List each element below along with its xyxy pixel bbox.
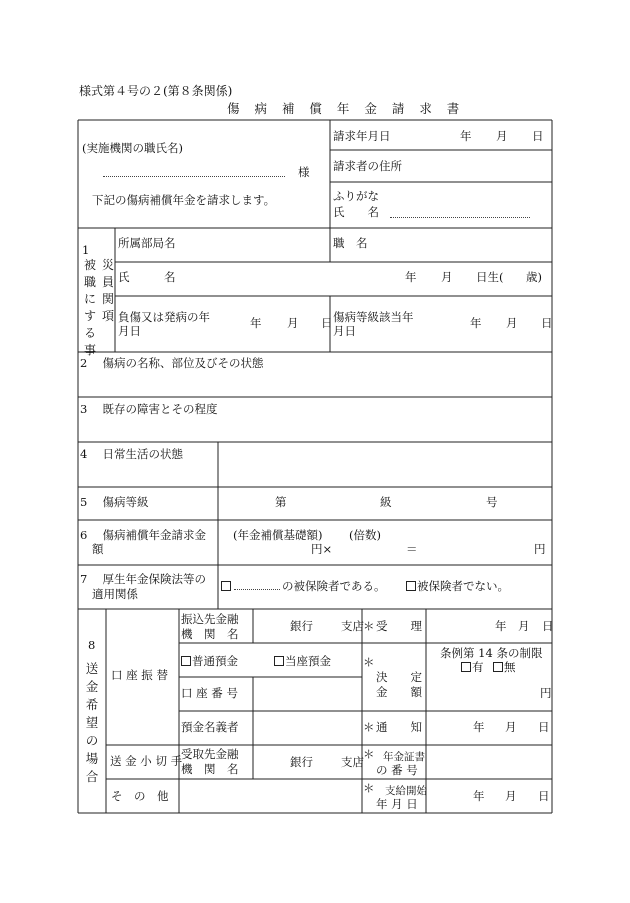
other-label: そ の 他	[111, 789, 169, 803]
age-close: 歳)	[526, 270, 542, 284]
notice-label: 通 知	[376, 720, 422, 734]
sama-label: 様	[298, 165, 310, 179]
section6-yen: 円	[534, 542, 546, 556]
section7-label-line1: 7 厚生年金保険法等の	[80, 572, 206, 586]
account-transfer-label: 口 座 振 替	[111, 668, 168, 682]
insured-checkbox[interactable]	[221, 581, 231, 591]
claimant-name-field[interactable]	[390, 217, 530, 218]
decision-label-2: 金 額	[376, 685, 422, 699]
ordinary-deposit-text: 普通預金	[192, 654, 238, 668]
not-insured-checkbox[interactable]	[406, 581, 416, 591]
payment-month: 月	[505, 789, 517, 803]
insured-option[interactable]	[221, 581, 386, 593]
request-year: 年	[460, 129, 472, 143]
received-month: 月	[518, 619, 530, 633]
transfer-branch-suffix: 支店	[341, 619, 364, 633]
transfer-bank-label-1: 振込先金融	[181, 612, 239, 626]
not-insured-text: 被保険者でない。	[417, 579, 509, 593]
birth-month: 月	[441, 270, 453, 284]
restriction-no-option[interactable]	[493, 662, 516, 674]
grade-kyu: 級	[380, 495, 392, 509]
position-label: 職 名	[333, 236, 368, 250]
receive-bank-label-2: 機 関 名	[181, 762, 239, 776]
section6-label-line1: 6 傷病補償年金請求金	[80, 528, 206, 542]
current-deposit-checkbox[interactable]	[274, 656, 284, 666]
notice-year: 年	[473, 720, 485, 734]
notice-month: 月	[505, 720, 517, 734]
payment-label-1: 支給開始	[385, 785, 427, 797]
equals-sign: ＝	[406, 542, 418, 556]
restriction-no-text: 無	[504, 660, 516, 674]
received-day: 日	[542, 619, 554, 633]
section1-side-right: 災 員 関 項	[101, 258, 114, 323]
section5-label: 5 傷病等級	[80, 495, 149, 509]
restriction-yes-checkbox[interactable]	[461, 662, 471, 672]
account-number-label: 口 座 番 号	[181, 686, 238, 700]
address-label: 請求者の住所	[333, 159, 402, 173]
injury-date-label: 負傷又は発病の年月日	[118, 310, 210, 338]
section6-label-line2: 額	[92, 542, 104, 556]
certificate-label-2: の 番 号	[376, 763, 418, 777]
not-insured-option[interactable]	[406, 581, 509, 593]
decision-asterisk: ＊	[363, 655, 375, 669]
received-label: 受 理	[376, 619, 422, 633]
receive-branch-suffix: 支店	[341, 755, 364, 769]
certificate-asterisk: ＊	[363, 747, 375, 761]
payment-label-2: 年 月 日	[376, 797, 418, 811]
agency-name-field[interactable]	[103, 176, 285, 177]
birth-year: 年	[405, 270, 417, 284]
employee-name-label: 氏 名	[118, 270, 176, 284]
decision-yen: 円	[540, 686, 552, 700]
transfer-bank-label-2: 機 関 名	[181, 627, 239, 641]
grade-year: 年	[470, 316, 482, 330]
current-deposit-option[interactable]	[274, 656, 331, 668]
dept-label: 所属部局名	[118, 236, 176, 250]
request-text: 下記の傷病補償年金を請求します。	[92, 193, 276, 207]
agency-label: (実施機関の職氏名)	[82, 141, 183, 155]
receive-bank-suffix: 銀行	[290, 755, 313, 769]
ordinary-deposit-checkbox[interactable]	[181, 656, 191, 666]
section1-number: 1	[82, 243, 90, 257]
request-day: 日	[532, 129, 544, 143]
yen-times: 円×	[311, 542, 333, 556]
decision-label-1: 決 定	[376, 670, 422, 684]
restriction-no-checkbox[interactable]	[493, 662, 503, 672]
base-amount-label: (年金補償基礎額)	[233, 528, 323, 542]
notice-day: 日	[538, 720, 550, 734]
restriction-yes-text: 有	[472, 660, 484, 674]
payment-asterisk: ＊	[363, 781, 375, 795]
insurance-law-field[interactable]	[234, 589, 280, 590]
grade-go: 号	[486, 495, 498, 509]
section2-label: 2 傷病の名称、部位及びその状態	[80, 356, 264, 370]
received-year: 年	[495, 619, 507, 633]
form-title: 傷 病 補 償 年 金 請 求 書	[227, 101, 465, 116]
furigana-label: ふりがな	[333, 189, 379, 203]
ordinary-deposit-option[interactable]	[181, 656, 238, 668]
section3-label: 3 既存の障害とその程度	[80, 402, 218, 416]
payment-year: 年	[473, 789, 485, 803]
grade-month: 月	[506, 316, 518, 330]
restriction-yes-option[interactable]	[461, 662, 484, 674]
birth-day-age: 日生(	[476, 270, 504, 284]
injury-month: 月	[287, 316, 299, 330]
transfer-bank-suffix: 銀行	[290, 619, 313, 633]
multiplier-label: (倍数)	[349, 528, 381, 542]
grade-day: 日	[541, 316, 553, 330]
notice-asterisk: ＊	[363, 720, 375, 734]
received-asterisk: ＊	[363, 619, 375, 633]
grade-date-label: 傷病等級該当年月日	[333, 310, 414, 338]
certificate-label-1: 年金証書	[383, 751, 425, 763]
section1-side-left: 被 職 に す る 事	[83, 258, 96, 357]
restriction-label: 条例第 14 条の制限	[440, 646, 543, 660]
section4-label: 4 日常生活の状態	[80, 447, 183, 461]
injury-year: 年	[250, 316, 262, 330]
form-number: 様式第４号の２(第８条関係)	[79, 84, 233, 98]
injury-day: 日	[321, 316, 333, 330]
section8-side-label: 送金希望の場合	[85, 661, 99, 784]
insured-text: の被保険者である。	[282, 579, 386, 593]
account-holder-label: 預金名義者	[181, 720, 239, 734]
grade-dai: 第	[275, 495, 287, 509]
claimant-name-label: 氏 名	[333, 205, 379, 219]
payment-day: 日	[538, 789, 550, 803]
current-deposit-text: 当座預金	[285, 654, 331, 668]
money-order-label: 送 金 小 切 手	[110, 754, 183, 768]
receive-bank-label-1: 受取先金融	[181, 747, 239, 761]
request-date-label: 請求年月日	[333, 129, 391, 143]
section7-label-line2: 適用関係	[92, 587, 138, 601]
section8-number: 8	[88, 638, 96, 652]
request-month: 月	[496, 129, 508, 143]
